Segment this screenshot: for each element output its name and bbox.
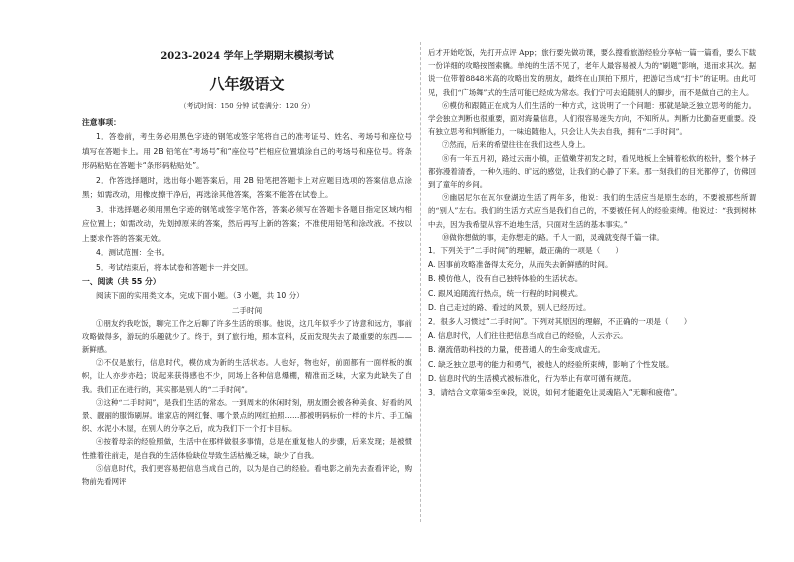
- question-stem: 2．很多人习惯过“二手时间”。下列对其原因的理解，不正确的一项是（ ）: [428, 317, 692, 327]
- passage-paragraph: ②不仅是旅行，信息时代，模仿成为新的生活状态。人也好，物也好，前面都有一面样板的旗帜，让人亦步亦趋；说起来获得感也不少，同场上各种信息爆棚，精准而乏味，大家为此缺失了自我。我们正在进行的，其实都是别人的“二手时间”。: [82, 358, 412, 394]
- passage-paragraph: ④按着母亲的经验照做，生活中在那样做很多事情，总是在重复他人的步骤，后来发现；是被惯性推着往前走，是自我的生活体验缺位导致生活枯燥乏味，缺少了自我。: [82, 437, 412, 460]
- question-option: A. 信息时代，人们往往把信息当成自己的经验，人云亦云。: [428, 331, 628, 341]
- notes-heading: 注意事项：: [82, 118, 121, 127]
- exam-info: （考试时间：150 分钟 试卷满分：120 分）: [179, 102, 315, 110]
- note-item: 5．考试结束后，将本试卷和答题卡一并交回。: [96, 262, 253, 272]
- question-option: D. 信息时代的生活模式被标准化，行为举止有章可循有规范。: [428, 373, 637, 383]
- note-item: 1．答卷前，考生务必用黑色字迹的钢笔或签字笔将自己的准考证号、姓名、考场号和座位号填写在答题卡上。用 2B 铅笔在“考场号”和“座位号”栏相应位置填涂自己的考场号和座位号。将条形码粘贴在答题卡“条形码粘贴处”。: [82, 132, 412, 170]
- passage-paragraph: ③这种“二手时间”，是我们生活的常态。一到周末的休闲时刻，朋友圈会被各种美食、好看的风景、靓丽的服饰刷屏。谁家店的网红餐、哪个景点的网红拍照……都被明码标价一样的卡片、手工编织、水泥小木屋，在别人的分享之后，成为我们下一个打卡目标。: [82, 397, 412, 434]
- question-option: C. 跟风追随流行热点，统一行程的时间模式。: [428, 288, 583, 298]
- passage-paragraph: ⑥模仿和跟随正在成为人们生活的一种方式，这说明了一个问题：那就是缺乏独立思考的能力。学会独立判断也很重要，面对海量信息，人们很容易迷失方向，不知所从。判断力比勤奋更重要。没有独立思考和判断能力，一味追随他人，只会让人失去自我，拥有“二手时间”。: [428, 100, 756, 137]
- question-1: [428, 244, 756, 315]
- note-item: 2．作答选择题时，选出每小题答案后，用 2B 铅笔把答题卡上对应题目选项的答案信息点涂黑；如需改动，用橡皮擦干净后，再选涂其他答案，答案不能答在试卷上。: [82, 175, 412, 199]
- passage-paragraph: ⑧有一年五月初，路过云南小镇，正值嫩芽初发之时，看见地板上全铺着松软的松针，整个林子都弥漫着清香，一种久违的、旷远的感觉，让我们的心静了下来。那一刻我们的目光都停了，仿佛回到了童年的乡间。: [428, 153, 756, 190]
- right-column: [428, 46, 756, 400]
- section-intro: 阅读下面的实用类文本，完成下面小题。（3 小题，共 10 分）: [96, 291, 304, 300]
- passage-title: 二手时间: [231, 305, 263, 315]
- question-stem: 3．请结合文章第⑤至⑨段，说说，如何才能避免让灵魂陷入“无聊和疲倦”。: [428, 388, 683, 398]
- section-heading: 一、阅读（共 55 分）: [82, 277, 161, 286]
- question-3: [428, 386, 756, 400]
- passage-paragraph: ①朋友约我吃饭，聊完工作之后聊了许多生活的琐事。他说，这几年似乎少了诗意和远方，事前攻略做得多，游玩的乐趣就少了。终于，到了旅行地，照本宣科，反而发现失去了最重要的东西——新鲜感。: [82, 318, 412, 354]
- note-item: 4．测试范围：全书。: [96, 248, 170, 257]
- subject-title: 八年级语文: [209, 75, 285, 93]
- question-stem: 1．下列关于“二手时间”的理解，最正确的一项是（ ）: [428, 246, 623, 256]
- question-option: D. 自己走过的路、看过的风景，别人已经历过。: [428, 302, 591, 312]
- passage-paragraph: ⑨幽居尼尔在瓦尔登湖边生活了两年多，他说：我们的生活应当是原生态的，不要被那些所谓的“别人”左右。我们的生活方式应当是我们自己的，不要被任何人的经验束缚。他说过：“我到树林中去，因为我希望从容不迫地生活，只面对生活的基本事实。”: [428, 193, 756, 229]
- left-column: [82, 40, 412, 488]
- question-option: B. 潮流借助科技的力量，使普通人的生命变成虚无。: [428, 345, 606, 355]
- passage-paragraph: 后才开始吃饭，先打开点评 App；旅行要先做功课，要么搜看旅游经验分享帖一篇一篇看，要么下载一份详细的攻略按图索骥。单纯的生活不见了，老年人最容易被人为的“刷题”影响，退而求其次。据说一位带着8848米高的攻略出发的朋友，最终在山顶拍下照片，把游记当成“打卡”的证明。由此可见，我们“广场舞”式的生活可能已经成为常态。我们宁可去追随别人的脚步，而不是做自己的主人。: [428, 48, 756, 97]
- question-option: A. 因事前攻略准备得太充分，从而失去新鲜感的时间。: [428, 260, 613, 270]
- question-option: B. 模仿他人，没有自己独特体验的生活状态。: [428, 274, 583, 284]
- question-option: C. 缺乏独立思考的能力和勇气，被他人的经验所束缚，影响了个性发展。: [428, 359, 674, 369]
- passage-paragraph: ⑩做你想做的事，走你想走的路。千人一面，灵魂就变得千篇一律。: [442, 232, 664, 242]
- note-item: 3．非选择题必须用黑色字迹的钢笔或签字笔作答，答案必须写在答题卡各题目指定区域内相应位置上；如需改动，先划掉原来的答案，然后再写上新的答案；不准使用铅笔和涂改液。不按以上要求作答的答案无效。: [82, 204, 412, 243]
- exam-title: 2023-2024 学年上学期期末模拟考试: [160, 51, 334, 62]
- question-2: [428, 315, 756, 386]
- column-divider: [420, 42, 422, 522]
- passage-paragraph: ⑤信息时代，我们更容易把信息当成自己的，以为是自己的经验。看电影之前先去查看评论，购物前先看网评: [82, 463, 412, 486]
- passage-paragraph: ⑦然而，后来的希望往往在我们这些人身上。: [442, 140, 590, 150]
